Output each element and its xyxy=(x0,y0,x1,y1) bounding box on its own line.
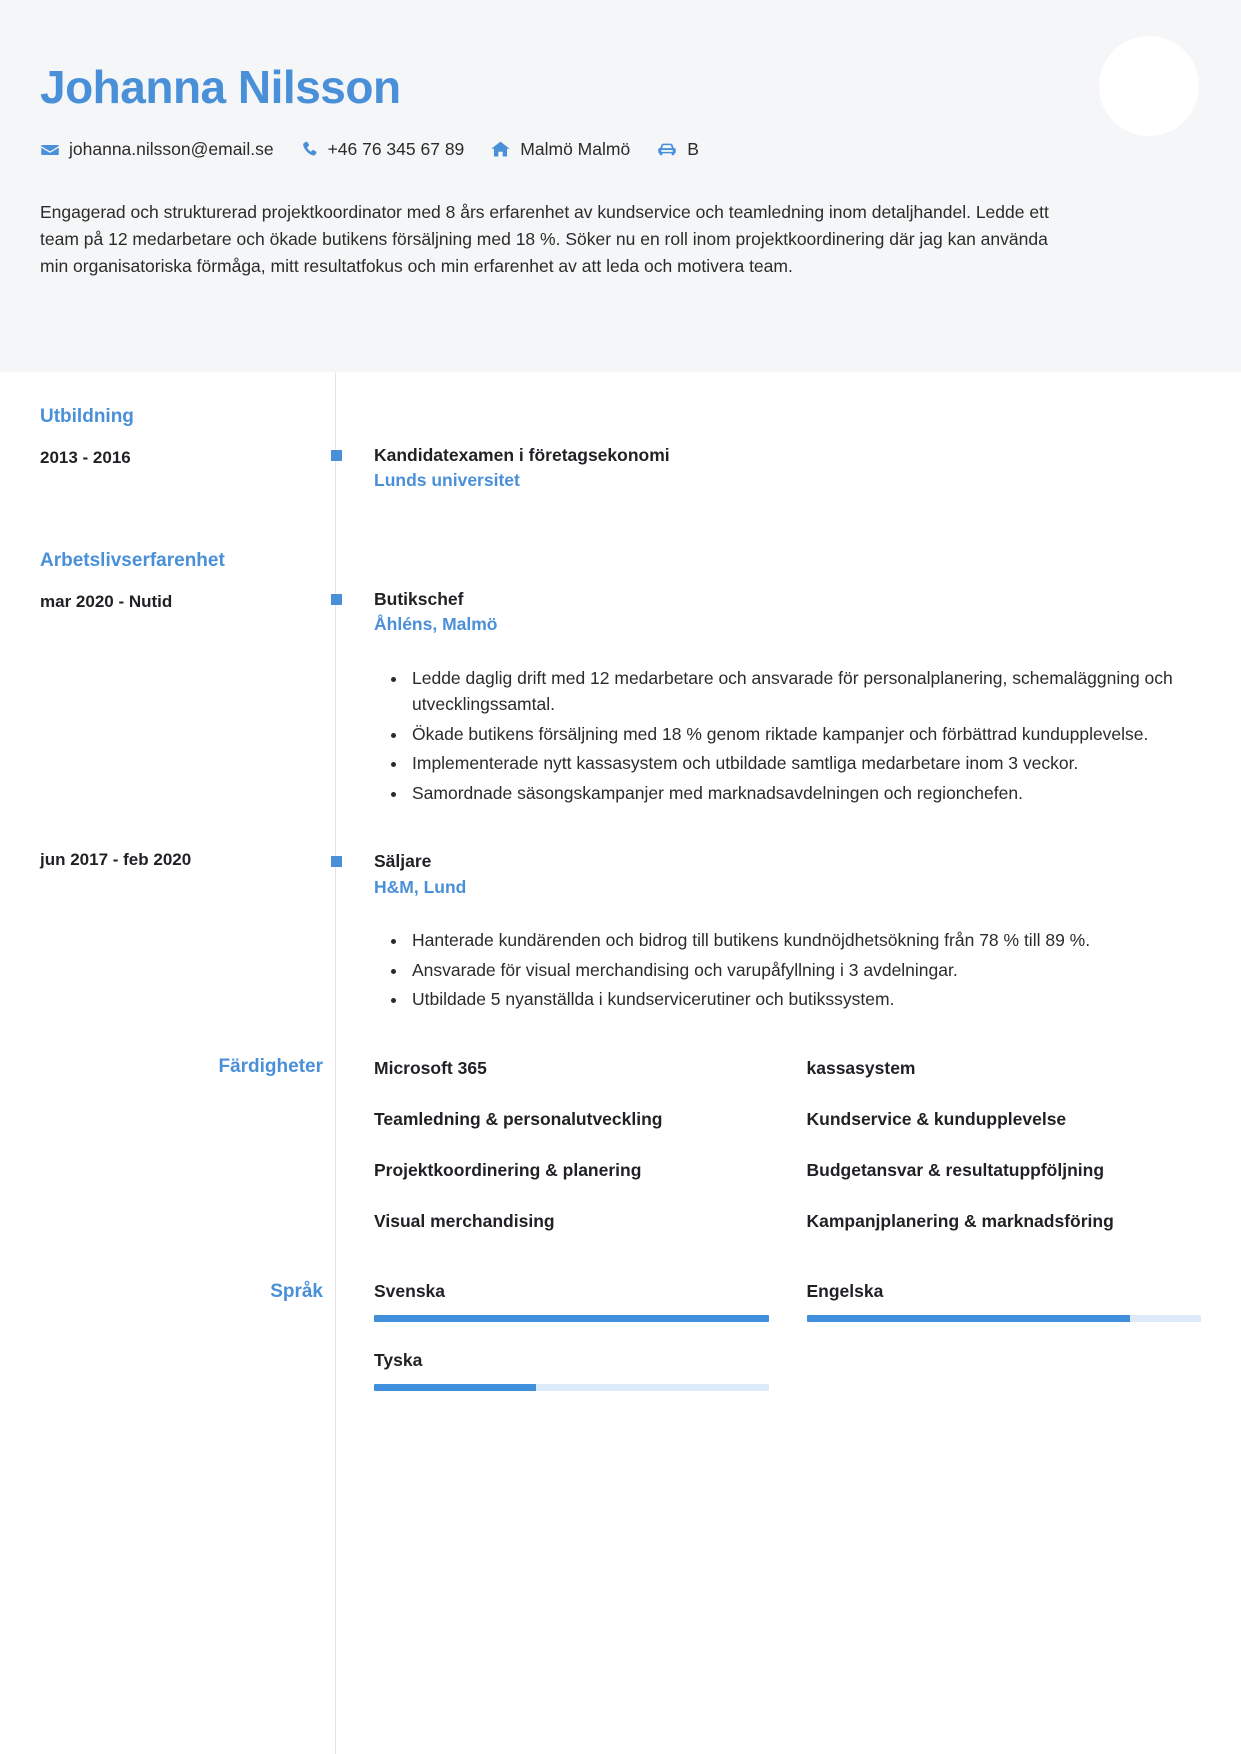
section-title-education: Utbildning xyxy=(40,406,134,427)
skills-column-right xyxy=(807,1056,1202,1259)
car-icon xyxy=(656,139,678,161)
contact-item-phone[interactable] xyxy=(300,139,465,160)
list-item: • Samordnade säsongskampanjer med marknadsavdelningen och regionchefen. xyxy=(408,780,1201,807)
experience-role-1: Butikschef xyxy=(374,588,464,609)
skill-item: Teamledning & personalutveckling xyxy=(374,1108,663,1129)
language-item-engelska xyxy=(807,1281,1202,1322)
skill-item: Projektkoordinering & planering xyxy=(374,1159,642,1180)
contact-email-text: johanna.nilsson@email.se xyxy=(69,139,274,160)
languages-right-col xyxy=(335,1281,1201,1419)
education-degree: Kandidatexamen i företagsekonomi xyxy=(374,445,670,465)
language-name: Engelska xyxy=(806,1281,884,1302)
spacer xyxy=(40,1259,1201,1281)
experience-bullets-1 xyxy=(374,665,1201,807)
experience-right-col-1 xyxy=(335,550,1201,810)
section-title-languages: Språk xyxy=(270,1281,323,1303)
contact-location-text: Malmö Malmö xyxy=(520,139,631,160)
experience-bullets-2 xyxy=(374,927,1201,1013)
language-level-fill xyxy=(374,1384,536,1391)
spacer xyxy=(40,1016,1201,1056)
skill-item: kassasystem xyxy=(806,1058,916,1078)
skill-item: Kundservice & kundupplevelse xyxy=(806,1108,1067,1129)
timeline-marker-icon xyxy=(331,594,342,605)
cv-header xyxy=(0,0,1241,372)
envelope-icon xyxy=(40,140,60,160)
skills-grid xyxy=(374,1056,1201,1259)
experience-entry-2 xyxy=(374,849,1201,1016)
skills-left-col xyxy=(40,1056,335,1079)
skill-item: Microsoft 365 xyxy=(374,1058,487,1078)
language-level-fill xyxy=(374,1315,769,1322)
section-title-experience: Arbetslivserfarenhet xyxy=(40,549,225,571)
language-name: Tyska xyxy=(374,1350,423,1371)
timeline-marker-icon xyxy=(331,450,342,461)
experience-company-2: H&M, Lund xyxy=(374,876,467,897)
education-date: 2013 - 2016 xyxy=(40,447,131,467)
page-title: Johanna Nilsson xyxy=(40,61,401,113)
experience-role-2: Säljare xyxy=(374,851,432,872)
list-item: • Ökade butikens försäljning med 18 % genom riktade kampanjer och förbättrad kundupplevelse. xyxy=(408,721,1201,748)
section-languages xyxy=(40,1281,1201,1419)
language-item-tyska xyxy=(374,1350,769,1391)
section-experience-2 xyxy=(40,849,1201,1016)
skills-column-left xyxy=(374,1056,769,1259)
contact-item-email[interactable] xyxy=(40,139,274,160)
skill-item: Budgetansvar & resultatuppföljning xyxy=(806,1159,1105,1180)
section-skills xyxy=(40,1056,1201,1259)
experience-date-1: mar 2020 - Nutid xyxy=(40,591,173,611)
list-item: • Utbildade 5 nyanställda i kundservicerutiner och butikssystem. xyxy=(408,986,1201,1013)
experience-company-1: Åhléns, Malmö xyxy=(374,614,498,635)
phone-icon xyxy=(300,140,319,159)
list-item: • Hanterade kundärenden och bidrog till butikens kundnöjdhetsökning från 78 % till 89 %. xyxy=(408,927,1201,954)
section-education xyxy=(40,406,1201,494)
experience-left-col-2 xyxy=(40,849,335,871)
contact-phone-text: +46 76 345 67 89 xyxy=(327,139,465,160)
professional-summary: Engagerad och strukturerad projektkoordinator med 8 års erfarenhet av kundservice och teamledning inom detaljhandel. Ledde ett team på 12 medarbetare och ökade butikens försäljning med 18 %. Söker nu en roll inom projektkoordinering där jag kan använda min organisatoriska förmåga, mitt resultatfokus och min erfarenhet av att leda och motivera team. xyxy=(40,201,1049,276)
education-school: Lunds universitet xyxy=(374,470,520,491)
cv-body xyxy=(0,372,1241,1419)
section-title-skills: Färdigheter xyxy=(218,1056,323,1077)
experience-right-col-2 xyxy=(335,849,1201,1016)
contact-item-location xyxy=(490,139,630,160)
experience-date-2: jun 2017 - feb 2020 xyxy=(40,850,192,870)
education-right-col xyxy=(335,406,1201,494)
home-icon xyxy=(490,139,511,160)
experience-left-col-1 xyxy=(40,550,335,613)
language-level-bar xyxy=(374,1315,769,1322)
contact-license-text: B xyxy=(687,139,699,160)
languages-grid xyxy=(374,1281,1201,1419)
education-left-col xyxy=(40,406,335,469)
contact-item-license xyxy=(656,139,699,161)
languages-column-left xyxy=(374,1281,769,1419)
avatar xyxy=(1099,36,1199,136)
language-level-bar xyxy=(807,1315,1202,1322)
contact-row xyxy=(40,139,1201,161)
skill-item: Kampanjplanering & marknadsföring xyxy=(806,1210,1114,1231)
skill-item: Visual merchandising xyxy=(374,1210,555,1231)
language-level-fill xyxy=(807,1315,1130,1322)
skills-right-col xyxy=(335,1056,1201,1259)
experience-entry-1 xyxy=(374,587,1201,810)
list-item: • Implementerade nytt kassasystem och utbildade samtliga medarbetare inom 3 veckor. xyxy=(408,750,1201,777)
languages-left-col xyxy=(40,1281,335,1304)
education-entry xyxy=(374,443,1201,494)
language-name: Svenska xyxy=(374,1281,446,1302)
language-level-bar xyxy=(374,1384,769,1391)
spacer xyxy=(40,494,1201,550)
languages-column-right xyxy=(807,1281,1202,1419)
section-experience xyxy=(40,550,1201,810)
list-item: • Ansvarade för visual merchandising och varupåfyllning i 3 avdelningar. xyxy=(408,957,1201,984)
timeline-marker-icon xyxy=(331,856,342,867)
list-item: • Ledde daglig drift med 12 medarbetare och ansvarade för personalplanering, schemaläggning och utvecklingssamtal. xyxy=(408,665,1201,718)
language-item-svenska xyxy=(374,1281,769,1322)
spacer xyxy=(40,809,1201,849)
